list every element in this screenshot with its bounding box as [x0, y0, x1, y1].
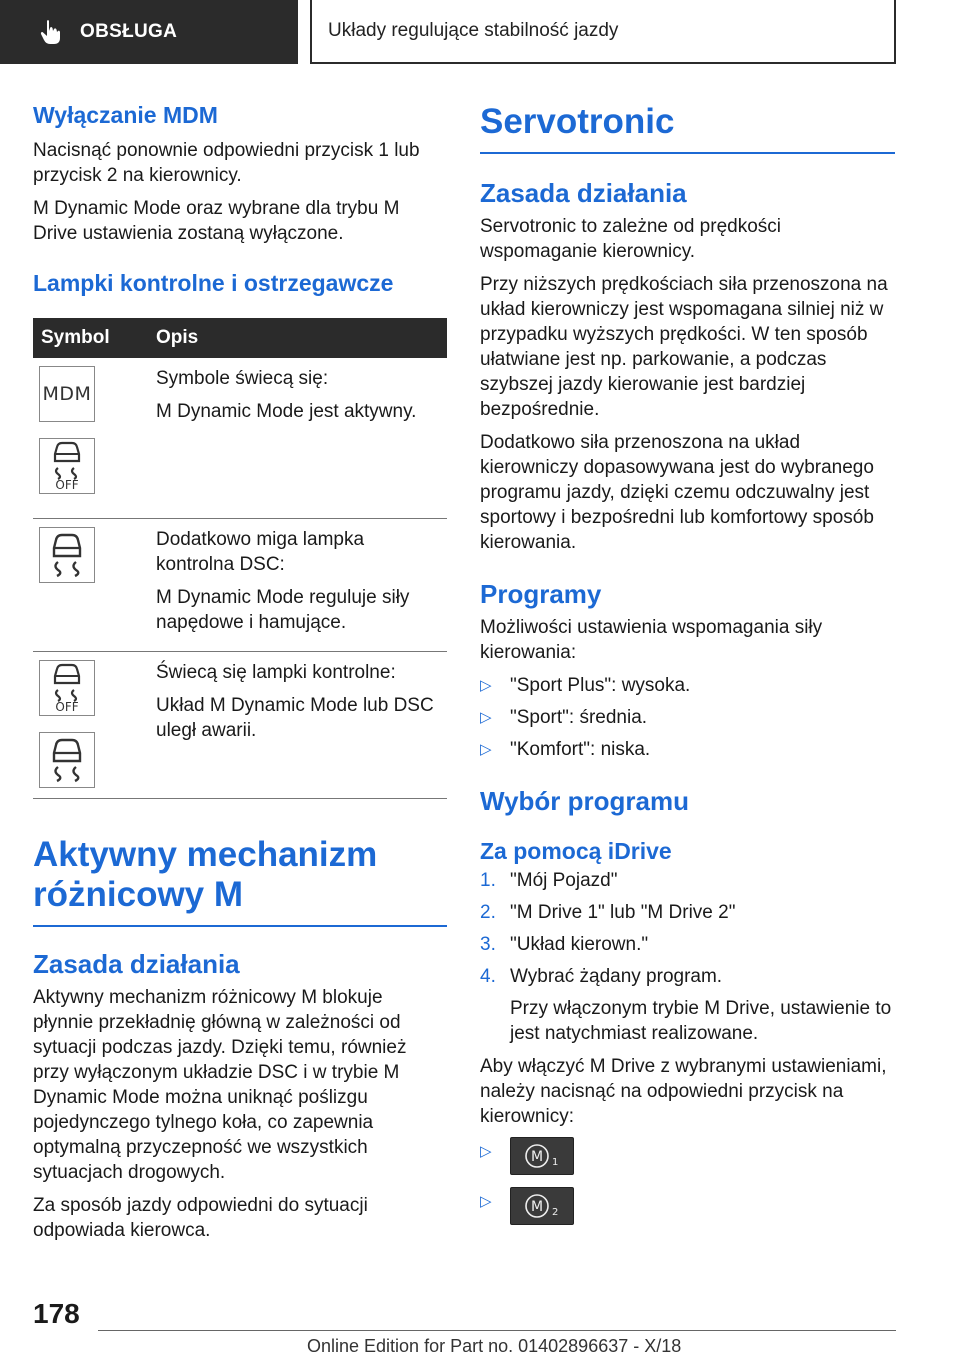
row1-line1: Symbole świecą się: [156, 368, 329, 389]
list-item: 4. Wybrać żądany program. [480, 966, 723, 987]
diff-subheading: Zasada działania [33, 949, 240, 979]
row1-line2: M Dynamic Mode jest aktywny. [156, 401, 417, 422]
mdm-indicator-icon: MDM [39, 366, 95, 422]
bullet-icon: ▷ [480, 709, 492, 726]
footer-edition: Online Edition for Part no. 01402896637 - X/18 [307, 1336, 682, 1356]
list-item: ▷ "Komfort": niska. [480, 739, 651, 760]
dsc-off-indicator-icon [39, 438, 95, 494]
page-number: 178 [33, 1298, 80, 1329]
mdrive-buttons-list [480, 1137, 895, 1225]
left-column [33, 100, 447, 1251]
list-item [480, 1187, 895, 1225]
dsc-indicator-icon [39, 527, 95, 583]
col-header-symbol: Symbol [33, 318, 156, 358]
col-header-desc: Opis [156, 318, 447, 358]
list-item: 2. "M Drive 1" lub "M Drive 2" [480, 902, 736, 923]
principle-heading: Zasada działania [480, 178, 687, 208]
mdm-off-paragraph-2: M Dynamic Mode oraz wybrane dla trybu M Drive ustawienia zostaną wyłączone. [33, 198, 400, 244]
bullet-icon: ▷ [480, 1193, 492, 1210]
bullet-icon: ▷ [480, 741, 492, 758]
mdm-off-paragraph-1: Nacisnąć ponownie odpowiedni przycisk 1 lub przycisk 2 na kierownicy. [33, 140, 420, 186]
principle-paragraph-3: Dodatkowo siła przenoszona na układ kierowniczy dopasowywana jest do wybranego programu jazdy, dzięki czemu odczuwalny jest sportowy i bezpośredni lub komfortowy sposób kierowania. [480, 432, 874, 553]
svg-text:M: M [530, 1199, 544, 1215]
svg-text:OFF: OFF [55, 700, 79, 713]
programs-intro: Możliwości ustawienia wspomagania siły kierowania: [480, 617, 823, 663]
table-row [33, 519, 447, 652]
list-item: ▷ "Sport": średnia. [480, 707, 648, 728]
m1-button-icon [510, 1137, 574, 1175]
section-label: OBSŁUGA [80, 21, 178, 42]
principle-paragraph-2: Przy niższych prędkościach siła przenoszona na układ kierowniczy jest wspomagana silniej niż w przypadku wyższych prędkości. W ten sposób ułatwiane jest np. parkowanie, a podczas szybszej jazdy kierowanie jest bardziej bezpośrednie. [480, 274, 888, 420]
diff-paragraph-1: Aktywny mechanizm różnicowy M blokuje płynnie przekładnię główną w zależności od sytuacji podczas jazdy. Dzięki temu, również przy wyłączonym układzie DSC i w trybie M Dynamic Mode można uniknąć poślizgu pojedynczego tylnego koła, co zapewnia optymalną przyczepność we wszystkich sytuacjach drogowych. [33, 987, 407, 1183]
programs-list [480, 673, 895, 762]
footer-divider [98, 1330, 896, 1331]
list-item: 3. "Układ kierown." [480, 934, 649, 955]
page-title: Układy regulujące stabilność jazdy [310, 0, 896, 64]
row2-line2: M Dynamic Mode reguluje siły napędowe i hamujące. [156, 587, 410, 633]
dsc-off-indicator-icon [39, 660, 95, 716]
hand-pointer-icon [40, 19, 62, 45]
row2-line1: Dodatkowo miga lampka kontrolna DSC: [156, 529, 365, 575]
idrive-heading: Za pomocą iDrive [480, 838, 672, 864]
mdrive-paragraph: Aby włączyć M Drive z wybranymi ustawieniami, należy nacisnąć na odpowiedni przycisk na kierownicy: [480, 1056, 887, 1127]
lamps-heading: Lampki kontrolne i ostrzegawcze [33, 270, 394, 296]
servotronic-heading: Servotronic [480, 100, 895, 154]
bullet-icon: ▷ [480, 677, 492, 694]
bullet-icon: ▷ [480, 1143, 492, 1160]
svg-text:OFF: OFF [55, 478, 79, 491]
step4-note: Przy włączonym trybie M Drive, ustawienie to jest natychmiast realizowane. [510, 998, 892, 1044]
svg-text:2: 2 [552, 1207, 559, 1218]
diff-heading: Aktywny mechanizm różnicowy M [33, 835, 447, 927]
lamps-table [33, 318, 447, 799]
dsc-indicator-icon [39, 732, 95, 788]
mdm-off-heading: Wyłączanie MDM [33, 102, 218, 128]
table-row [33, 358, 447, 519]
row3-line1: Świecą się lampki kontrolne: [156, 662, 396, 683]
diff-paragraph-2: Za sposób jazdy odpowiedni do sytuacji odpowiada kierowca. [33, 1195, 368, 1241]
principle-paragraph-1: Servotronic to zależne od prędkości wspomaganie kierownicy. [480, 216, 781, 262]
list-item: ▷ "Sport Plus": wysoka. [480, 675, 691, 696]
section-tab [0, 0, 298, 64]
svg-text:M: M [530, 1149, 544, 1165]
steps-list [480, 868, 895, 989]
svg-text:1: 1 [552, 1157, 559, 1168]
table-row [33, 652, 447, 799]
right-column [480, 100, 895, 1232]
select-program-heading: Wybór programu [480, 786, 689, 816]
row3-line2: Układ M Dynamic Mode lub DSC uległ awarii. [156, 695, 434, 741]
list-item [480, 1137, 895, 1175]
programs-heading: Programy [480, 579, 602, 609]
m2-button-icon [510, 1187, 574, 1225]
list-item: 1. "Mój Pojazd" [480, 870, 618, 891]
